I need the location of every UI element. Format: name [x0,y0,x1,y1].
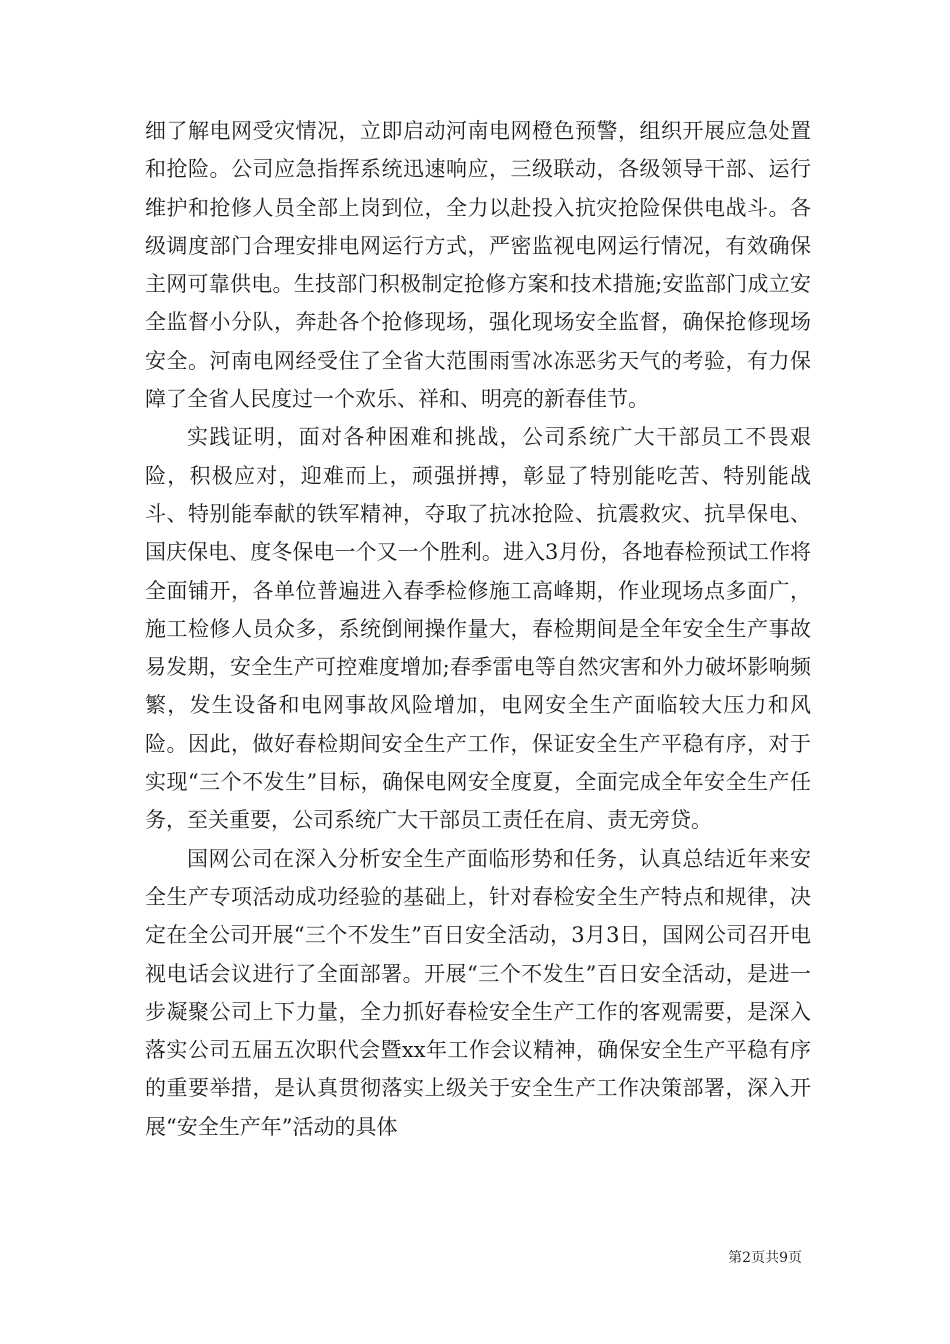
paragraph-continuation: 细了解电网受灾情况，立即启动河南电网橙色预警，组织开展应急处置和抢险。公司应急指挥系统迅速响应，三级联动，各级领导干部、运行维护和抢修人员全部上岗到位，全力以赴投入抗灾抢险保供电战斗。各级调度部门合理安排电网运行方式，严密监视电网运行情况，有效确保主网可靠供电。生技部门积极制定抢修方案和技术措施;安监部门成立安全监督小分队，奔赴各个抢修现场，强化现场安全监督，确保抢修现场安全。河南电网经受住了全省大范围雨雪冰冻恶劣天气的考验，有力保障了全省人民度过一个欢乐、祥和、明亮的新春佳节。 [145,119,811,412]
page-number-footer: 第2页共9页 [728,1250,802,1266]
paragraph-practice-proof: 实践证明，面对各种困难和挑战，公司系统广大干部员工不畏艰险，积极应对，迎难而上，顽强拼搏，彰显了特别能吃苦、特别能战斗、特别能奉献的铁军精神，夺取了抗冰抢险、抗震救灾、抗旱保电、国庆保电、度冬保电一个又一个胜利。进入3月份，各地春检预试工作将全面铺开，各单位普遍进入春季检修施工高峰期，作业现场点多面广，施工检修人员众多，系统倒闸操作量大，春检期间是全年安全生产事故易发期，安全生产可控难度增加;春季雷电等自然灾害和外力破坏影响频繁，发生设备和电网事故风险增加，电网安全生产面临较大压力和风险。因此，做好春检期间安全生产工作，保证安全生产平稳有序，对于实现“三个不发生”目标，确保电网安全度夏，全面完成全年安全生产任务，至关重要，公司系统广大干部员工责任在肩、责无旁贷。 [145,425,811,833]
paragraph-state-grid-activity: 国网公司在深入分析安全生产面临形势和任务，认真总结近年来安全生产专项活动成功经验的基础上，针对春检安全生产特点和规律，决定在全公司开展“三个不发生”百日安全活动，3月3日，国网公司召开电视电话会议进行了全面部署。开展“三个不发生”百日安全活动，是进一步凝聚公司上下力量，全力抓好春检安全生产工作的客观需要，是深入落实公司五届五次职代会暨xx年工作会议精神，确保安全生产平稳有序的重要举措，是认真贯彻落实上级关于安全生产工作决策部署，深入开展“安全生产年”活动的具体 [145,846,811,1139]
document-body [145,112,811,1146]
